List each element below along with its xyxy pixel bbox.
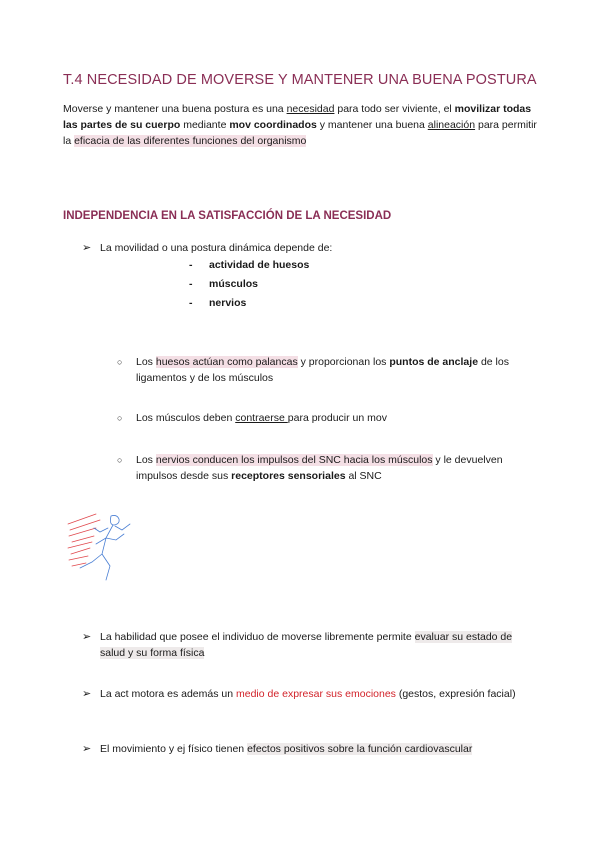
eficacia-highlight: eficacia de las diferentes funciones del organismo bbox=[74, 135, 307, 147]
intro-text: mediante bbox=[180, 119, 230, 131]
habilidad-text bbox=[100, 629, 520, 661]
depends-label: músculos bbox=[209, 278, 259, 290]
text-run: y proporcionan los bbox=[297, 356, 390, 368]
text-run: al SNC bbox=[345, 470, 382, 482]
text-run: Los bbox=[136, 356, 156, 368]
text-run: La act motora es además un bbox=[100, 688, 236, 700]
intro-text: para permitir la bbox=[63, 119, 537, 147]
efectos-highlight: efectos positivos sobre la función cardiovascular bbox=[247, 743, 473, 755]
movimiento-text bbox=[100, 741, 520, 757]
circle-bullet-icon: ○ bbox=[117, 357, 123, 367]
depends-label: nervios bbox=[209, 297, 247, 309]
page-title: T.4 NECESIDAD DE MOVERSE Y MANTENER UNA BUENA POSTURA bbox=[63, 72, 537, 88]
intro-paragraph bbox=[63, 101, 543, 149]
text-run: (gestos, expresión facial) bbox=[395, 688, 516, 700]
text-run: Los músculos deben bbox=[136, 412, 236, 424]
musculos-text bbox=[136, 410, 536, 426]
nervios-text bbox=[136, 452, 536, 484]
arrow-bullet-icon: ➢ bbox=[82, 242, 92, 254]
section-title: INDEPENDENCIA EN LA SATISFACCIÓN DE LA NECESIDAD bbox=[63, 210, 392, 222]
text-run: El movimiento y ej físico tienen bbox=[100, 743, 248, 755]
depends-label: actividad de huesos bbox=[209, 259, 310, 271]
puntos-anclaje-bold: puntos de anclaje bbox=[389, 356, 479, 368]
emociones-red-text: medio de expresar sus emociones bbox=[236, 688, 396, 700]
arrow-bullet-icon: ➢ bbox=[82, 743, 92, 755]
text-run: La habilidad que posee el individuo de moverse libremente permite bbox=[100, 631, 415, 643]
movilidad-text: La movilidad o una postura dinámica depende de: bbox=[100, 242, 333, 254]
receptores-bold: receptores sensoriales bbox=[231, 470, 346, 482]
arrow-bullet-icon: ➢ bbox=[82, 631, 92, 643]
intro-text: para todo ser viviente, el bbox=[334, 103, 455, 115]
dash-bullet: - bbox=[189, 278, 193, 290]
text-run: y le devuelven impulsos desde sus bbox=[136, 454, 503, 482]
text-run: Los bbox=[136, 454, 156, 466]
huesos-text bbox=[136, 354, 536, 386]
contraerse-underline: contraerse bbox=[235, 412, 288, 424]
text-run: de los ligamentos y de los músculos bbox=[136, 356, 509, 384]
dash-bullet: - bbox=[189, 259, 193, 271]
circle-bullet-icon: ○ bbox=[117, 455, 123, 465]
evaluar-highlight: evaluar su estado de salud y su forma física bbox=[100, 631, 513, 659]
intro-text: Moverse y mantener una buena postura es una bbox=[63, 103, 287, 115]
alineacion-underline: alineación bbox=[427, 119, 476, 131]
dash-bullet: - bbox=[189, 297, 193, 309]
necesidad-underline: necesidad bbox=[286, 103, 335, 115]
running-figure-icon bbox=[66, 510, 141, 585]
mov-coordinados-bold: mov coordinados bbox=[229, 119, 317, 131]
intro-text: y mantener una buena bbox=[316, 119, 428, 131]
movilizar-bold: movilizar todas las partes de su cuerpo bbox=[63, 103, 532, 131]
nervios-highlight: nervios conducen los impulsos del SNC hacia los músculos bbox=[155, 454, 433, 466]
circle-bullet-icon: ○ bbox=[117, 413, 123, 423]
huesos-highlight: huesos actúan como palancas bbox=[155, 356, 298, 368]
act-text bbox=[100, 686, 520, 702]
arrow-bullet-icon: ➢ bbox=[82, 688, 92, 700]
text-run: para producir un mov bbox=[287, 412, 387, 424]
